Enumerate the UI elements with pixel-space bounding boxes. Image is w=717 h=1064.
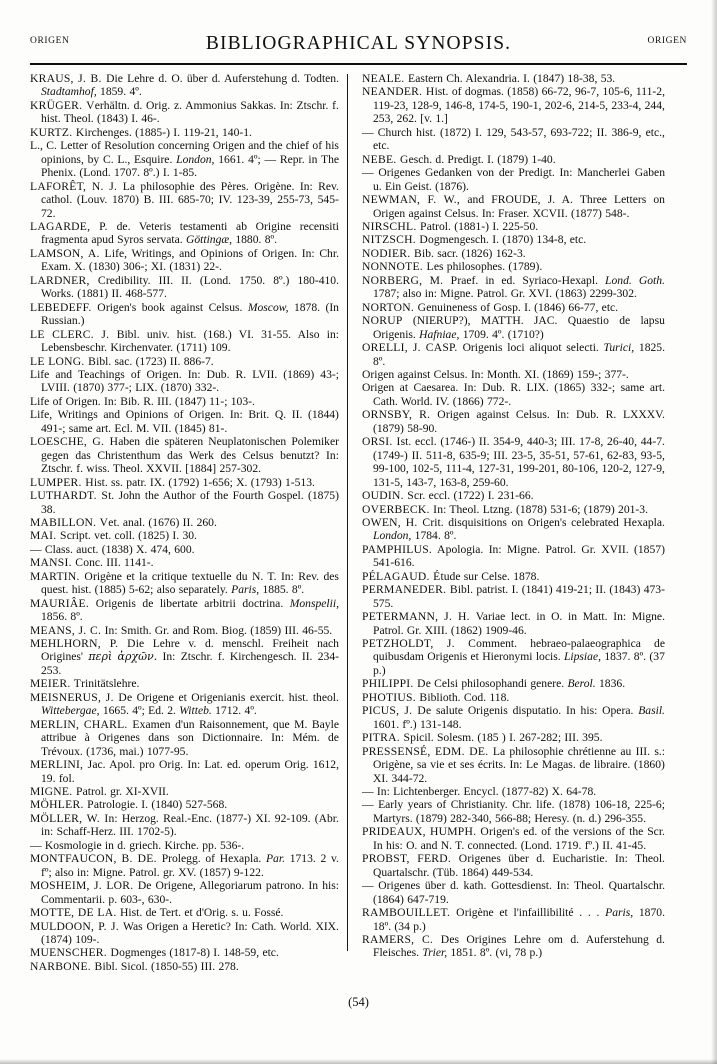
imprint: Göttingæ, bbox=[185, 233, 233, 247]
entry-author: LUMPER. H bbox=[30, 475, 94, 489]
header-rule bbox=[30, 63, 687, 65]
bibliography-entry: NITZSCH. Dogmengesch. I. (1870) 134-8, etc. bbox=[362, 233, 587, 247]
imprint: Hafniae, bbox=[419, 327, 460, 341]
imprint: London, bbox=[373, 529, 412, 543]
bibliography-entry: MIGNE. Patrol. gr. XI-XVII. bbox=[30, 785, 169, 799]
entry-author: MEHLHORN, P. D bbox=[30, 637, 136, 651]
bibliography-entry: ORELLI, J. CASP. Origenis loci aliquot selecti. Turici, 1825. 8º. bbox=[362, 341, 665, 368]
bibliography-entry: PICUS, J. De salute Origenis disputatio. In his: Opera. Basil. 1601. fº.) 131-148. bbox=[362, 704, 665, 731]
imprint: Berol. bbox=[567, 677, 596, 691]
entry-author: NONNOTE. L bbox=[362, 260, 434, 274]
entry-author: PHOTIUS. B bbox=[362, 690, 428, 704]
bibliography-entry: — Origenes über d. kath. Gottesdienst. In: Theol. Quartalschr. (1864) 647-719. bbox=[362, 879, 665, 906]
entry-author: LARDNER, C bbox=[30, 273, 106, 287]
entry-author: NEALE. E bbox=[362, 72, 416, 85]
entry-author: NIRSCHL. P bbox=[362, 219, 427, 233]
entry-author: MEISNERUS, J. D bbox=[30, 690, 128, 704]
bibliography-entry: MÖHLER. Patrologie. I. (1840) 527-568. bbox=[30, 798, 228, 812]
bibliography-entry: PHILIPPI. De Celsi philosophandi genere. Berol. 1836. bbox=[362, 677, 626, 691]
bibliography-entry: PERMANEDER. Bibl. patrist. I. (1841) 419-21; II. (1843) 473-575. bbox=[362, 583, 665, 610]
greek-text: περὶ bbox=[88, 650, 113, 664]
imprint: Paris, bbox=[605, 906, 634, 920]
entry-author: PRIDEAUX, HUMPH. O bbox=[362, 825, 490, 839]
entry-author: PITRA. S bbox=[362, 731, 411, 745]
entry-author: ORELLI, J. CASP. bbox=[362, 341, 463, 355]
bibliography-entry: L., C. Letter of Resolution concerning Origen and the chief of his opinions, by C. L., Esquire. London, 1661. 4º; — Repr. in The Phenix. (Lond. 1707. 8º.) I. 1-85. bbox=[30, 139, 340, 180]
bibliography-entry: MOSHEIM, J. LOR. De Origene, Allegoriarum patrono. In his: Commentarii. p. 603-, 630-. bbox=[30, 879, 339, 906]
entry-author: LE CLERC. J. bbox=[30, 327, 117, 341]
entry-author: PÉLAGAUD. É bbox=[362, 569, 441, 583]
entry-author: NEBE. G bbox=[362, 152, 409, 166]
bibliography-entry: PRESSENSÉ, EDM. DE. La philosophie chrétienne au III. s.: Origène, sa vie et ses écrits. In: Le Magas. de libraire. (1860) XI. 344-72. bbox=[362, 744, 665, 785]
bibliography-entry: OVERBECK. In: Theol. Ltzng. (1878) 531-6; (1879) 201-3. bbox=[362, 502, 648, 516]
entry-author: NODIER. B bbox=[362, 246, 422, 260]
entry-author: MEIER. T bbox=[30, 677, 82, 691]
entry-author: PHILIPPI. D bbox=[362, 677, 426, 691]
entry-author: OWEN, H. C bbox=[362, 515, 431, 529]
entry-author: MERLIN, CHARL. E bbox=[30, 717, 140, 731]
entry-author: ORNSBY, R. O bbox=[362, 408, 446, 422]
greek-text: ἀρχῶν. bbox=[117, 650, 158, 664]
entry-author: NORTON. G bbox=[362, 300, 427, 314]
scan-edge-shadow bbox=[711, 0, 717, 1064]
imprint: Trier, bbox=[422, 946, 448, 960]
bibliography-entry: MAURIÂE. Origenis de libertate arbitrii doctrina. Monspelii, 1856. 8º. bbox=[30, 596, 339, 624]
bibliography-entry: — In: Lichtenberger. Encycl. (1877-82) X. 64-78. bbox=[362, 785, 597, 799]
bibliography-entry: PRIDEAUX, HUMPH. Origen's ed. of the versions of the Scr. In his: O. and N. T. connected. (Lond. 1719. fº.) II. 41-45. bbox=[362, 825, 665, 852]
entry-author: LAMSON, A. L bbox=[30, 246, 112, 260]
entry-author: ORSI. I bbox=[362, 435, 401, 449]
imprint: Goth. bbox=[638, 273, 665, 287]
bibliography-entry: KRAUS, J. B. Die Lehre d. O. über d. Auferstehung d. Todten. Stadtamhof, 1859. 4º. bbox=[30, 72, 340, 99]
entry-author: LE LONG. B bbox=[30, 354, 97, 368]
entry-author: NORUP bbox=[362, 314, 403, 328]
bibliography-entry: NEANDER. Hist. of dogmas. (1858) 66-72, 96-7, 105-6, 111-2, 119-23, 128-9, 146-8, 174-5, 190-1, 202-6, 214-5, 233-4, 244, 253, 262. [v. 1.] bbox=[362, 85, 665, 126]
bibliography-entry: Origen at Caesarea. In: Dub. R. LIX. (1865) 332-; same art. Cath. World. IV. (1866) 772-. bbox=[362, 381, 665, 408]
entry-author: MAURIÂE. O bbox=[30, 596, 105, 610]
bibliography-entry: MAI. Script. vet. coll. (1825) I. 30. bbox=[30, 529, 197, 543]
page-number: (54) bbox=[348, 995, 369, 1009]
left-column bbox=[30, 72, 347, 977]
entry-author: KRÜGER. V bbox=[30, 98, 95, 112]
entry-author: OVERBECK. I bbox=[362, 502, 438, 516]
bibliography-entry: OWEN, H. Crit. disquisitions on Origen's celebrated Hexapla. London, 1784. 8º. bbox=[362, 515, 665, 543]
entry-author: LAFORÊT, N. J. bbox=[30, 179, 123, 193]
entry-author: MEANS, J. C. bbox=[30, 623, 105, 637]
entry-author: LOESCHE, G. H bbox=[30, 435, 119, 449]
bibliography-entry: LUTHARDT. St. John the Author of the Fourth Gospel. (1875) 38. bbox=[30, 489, 339, 516]
imprint: Wittebergae, bbox=[41, 704, 100, 718]
bibliography-entry: Life, Writings and Opinions of Origen. In: Brit. Q. II. (1844) 491-; same art. Ecl. M. VII. (1845) 81-. bbox=[30, 408, 339, 435]
entry-author: LEBEDEFF. O bbox=[30, 300, 106, 314]
entry-author: MERLINI, J bbox=[30, 758, 93, 772]
bibliography-entry: MEISNERUS, J. De Origene et Origenianis exercit. hist. theol. Wittebergae, 1665. 4º; Ed. 2. Witteb. 1712. 4º. bbox=[30, 690, 339, 718]
bibliography-entry: MERLIN, CHARL. Examen d'un Raisonnement, que M. Bayle attribue à Origenes dans son Dictionnaire. In: Mém. de Trévoux. (1736, mai.) 1077-95. bbox=[30, 717, 339, 758]
bibliography-entry: — Early years of Christianity. Chr. life. (1878) 106-18, 225-6; Martyrs. (1879) 282-340, 566-88; Heresy. (n. d.) 296-355. bbox=[362, 798, 665, 825]
imprint: Turici, bbox=[603, 341, 635, 355]
entry-author: OUDIN. S bbox=[362, 489, 414, 503]
bibliography-entry: NODIER. Bib. sacr. (1826) 162-3. bbox=[362, 246, 526, 260]
bibliography-entry: MÖLLER, W. In: Herzog. Real.-Enc. (1877-) XI. 92-109. (Abr. in: Schaff-Herz. III. 1702-5). bbox=[30, 811, 339, 839]
imprint: Paris, bbox=[231, 583, 260, 597]
bibliography-entry: NEALE. Eastern Ch. Alexandria. I. (1847) 18-38, 53. bbox=[362, 72, 616, 85]
bibliography-entry: NEWMAN, F. W., and FROUDE, J. A. Three Letters on Origen against Celsus. In: Fraser. XCVII. (1877) 548-. bbox=[362, 193, 665, 220]
imprint: Lipsiae, bbox=[563, 650, 601, 664]
bibliography-entry: MERLINI, Jac. Apol. pro Orig. In: Lat. ed. operum Orig. 1612, 19. fol. bbox=[30, 758, 339, 785]
bibliography-entry: LUMPER. Hist. ss. patr. IX. (1792) 1-656; X. (1793) 1-513. bbox=[30, 475, 315, 489]
bibliography-entry: PITRA. Spicil. Solesm. (185 ) I. 267-282; III. 395. bbox=[362, 731, 603, 745]
bibliography-entry: PROBST, FERD. Origenes über d. Eucharistie. In: Theol. Quartalschr. (Tüb. 1864) 449-534. bbox=[362, 852, 665, 879]
entry-author: MABILLON. V bbox=[30, 515, 109, 529]
bibliography-columns bbox=[30, 72, 687, 977]
bibliography-entry: NORBERG, M. Praef. in ed. Syriaco-Hexapl. Lond. Goth. 1787; also in: Migne. Patrol. Gr. XVI. (1863) 2299-302. bbox=[362, 273, 665, 301]
entry-author: PERMANEDER. B bbox=[362, 583, 458, 597]
imprint: Witteb. bbox=[179, 704, 212, 718]
entry-author: LAGARDE, P. bbox=[30, 219, 117, 233]
bibliography-entry: NORUP (NIERUP?), MATTH. JAC. Quaestio de lapsu Origenis. Hafniae, 1709. 4º. (1710?) bbox=[362, 314, 665, 341]
page-title: BIBLIOGRAPHICAL SYNOPSIS. bbox=[205, 33, 512, 54]
entry-author: MUENSCHER. D bbox=[30, 946, 120, 960]
entry-author: MANSI. C bbox=[30, 556, 84, 570]
bibliography-entry: RAMBOUILLET. Origène et l'infaillibilité . . . Paris, 1870. 18º. (34 p.) bbox=[362, 906, 665, 933]
bibliography-entry: LAMSON, A. Life, Writings, and Opinions of Origen. In: Chr. Exam. X. (1830) 306-; XI. (1831) 22-. bbox=[30, 246, 339, 274]
entry-author: MARTIN. O bbox=[30, 569, 93, 583]
entry-author: MOTTE, DE LA. bbox=[30, 906, 121, 920]
bibliography-entry: KURTZ. Kirchenges. (1885-) I. 119-21, 140-1. bbox=[30, 125, 252, 139]
bibliography-entry: LOESCHE, G. Haben die späteren Neuplatonischen Polemiker gegen das Christenthum das Werk des Celsus benutzt? In: Ztschr. f. wiss. Theol. XXVII. [1884] 257-302. bbox=[30, 435, 339, 476]
entry-author: LUTHARDT. S bbox=[30, 489, 109, 503]
entry-author: MÖLLER, W. I bbox=[30, 811, 109, 825]
entry-author: KURTZ. K bbox=[30, 125, 85, 139]
bibliography-entry: LE LONG. Bibl. sac. (1723) II. 886-7. bbox=[30, 354, 214, 368]
bibliography-entry: — Origenes Gedanken von der Predigt. In: Mancherlei Gaben u. Ein Geist. (1876). bbox=[362, 166, 665, 193]
entry-author: PRESSENSÉ, EDM. DE. bbox=[362, 744, 493, 758]
bibliography-entry: MONTFAUCON, B. DE. Prolegg. of Hexapla. Par. 1713. 2 v. fº; also in: Migne. Patrol. gr. XV. (1857) 9-122. bbox=[30, 852, 339, 879]
entry-author: PETZHOLDT, J. C bbox=[362, 637, 477, 651]
imprint: Par. bbox=[265, 852, 285, 866]
entry-author: MIGNE. P bbox=[30, 785, 83, 799]
imprint: London, bbox=[176, 152, 215, 166]
bibliography-entry: PÉLAGAUD. Étude sur Celse. 1878. bbox=[362, 569, 540, 583]
entry-author: PICUS, J. D bbox=[362, 704, 426, 718]
bibliography-entry: MEANS, J. C. In: Smith. Gr. and Rom. Biog. (1859) III. 46-55. bbox=[30, 623, 333, 637]
entry-author: RAMBOUILLET. O bbox=[362, 906, 465, 920]
bibliography-entry: PAMPHILUS. Apologia. In: Migne. Patrol. Gr. XVII. (1857) 541-616. bbox=[362, 542, 665, 570]
entry-author: MONTFAUCON, B. DE. bbox=[30, 852, 162, 866]
bibliography-entry: MEIER. Trinitätslehre. bbox=[30, 677, 140, 691]
entry-author: MOSHEIM, J. LOR. bbox=[30, 879, 138, 893]
bibliography-entry: NORTON. Genuineness of Gosp. I. (1846) 66-77, etc. bbox=[362, 300, 619, 314]
bibliography-entry: ORNSBY, R. Origen against Celsus. In: Dub. R. LXXXV. (1879) 58-90. bbox=[362, 408, 665, 435]
entry-author: RAMERS, C. D bbox=[362, 933, 450, 946]
entry-author: NITZSCH. D bbox=[362, 233, 429, 247]
bibliography-entry: LAGARDE, P. de. Veteris testamenti ab Origine recensiti fragmenta apud Syros servata. Göttingæ, 1880. 8º. bbox=[30, 219, 339, 247]
entry-author: MÖHLER. P bbox=[30, 798, 94, 812]
running-head-left: ORIGEN bbox=[30, 36, 70, 46]
bibliography-entry: OUDIN. Scr. eccl. (1722) I. 231-66. bbox=[362, 489, 534, 503]
entry-author: KRAUS, J. B. bbox=[30, 72, 107, 85]
bibliography-entry: Life and Teachings of Origen. In: Dub. R. LVII. (1869) 43-; LVIII. (1870) 377-; LIX. (1870) 332-. bbox=[30, 367, 339, 395]
bibliography-entry: PETZHOLDT, J. Comment. hebraeo-palaeographica de quibusdam Origenis et Hieronymi locis. Lipsiae, 1837. 8º. (37 p.) bbox=[362, 637, 665, 677]
running-head bbox=[30, 33, 687, 58]
bibliography-entry: LE CLERC. J. Bibl. univ. hist. (168.) VI. 31-55. Also in: Lebensbeschr. Kirchenvater. (1711) 109. bbox=[30, 327, 339, 355]
imprint: Basil. bbox=[638, 704, 665, 718]
bibliography-entry: NONNOTE. Les philosophes. (1789). bbox=[362, 260, 543, 274]
bibliography-entry: — Class. auct. (1838) X. 474, 600. bbox=[30, 542, 195, 556]
bibliography-entry: RAMERS, C. Des Origines Lehre om d. Auferstehung d. Fleisches. Trier, 1851. 8º. (vi, 78 p.) bbox=[362, 933, 665, 960]
bibliography-entry: MEHLHORN, P. Die Lehre v. d. menschl. Freiheit nach Origines' περὶ ἀρχῶν. In: Ztschr. f. Kirchengesch. II. 234-253. bbox=[30, 637, 339, 677]
imprint: Monspelii, bbox=[289, 596, 339, 610]
bibliography-entry: PHOTIUS. Biblioth. Cod. 118. bbox=[362, 690, 510, 704]
bibliography-entry: Origen against Celsus. In: Month. XI. (1869) 159-; 377-. bbox=[362, 367, 629, 381]
bibliography-entry: ORSI. Ist. eccl. (1746-) II. 354-9, 440-3; III. 17-8, 26-40, 44-7. (1749-) II. 511-8, 635-9; III. 23-5, 35-51, 57-61, 62-83, 93-5, 99-100, 102-5, 111-4, 127-31, 199-201, 80-106, 120-2, 127-9, 131-5, 143-7, 163-8, 259-60. bbox=[362, 435, 665, 489]
entry-author: NEWMAN, F. W., bbox=[362, 193, 468, 207]
entry-author: NEANDER. H bbox=[362, 85, 435, 99]
running-head-right: ORIGEN bbox=[647, 36, 687, 46]
bibliography-entry: — Kosmologie in d. griech. Kirche. pp. 536-. bbox=[30, 838, 245, 852]
entry-author: PROBST, FERD. O bbox=[362, 852, 468, 866]
bibliography-entry: PETERMANN, J. H. Variae lect. in O. in Matt. In: Migne. Patrol. Gr. XIII. (1862) 1909-46. bbox=[362, 610, 665, 637]
entry-author: PETERMANN, J. H. bbox=[362, 610, 476, 624]
entry-author: NORBERG, M. P bbox=[362, 273, 458, 287]
bibliography-entry: Life of Origen. In: Bib. R. III. (1847) 11-; 103-. bbox=[30, 394, 255, 408]
bibliography-entry: MANSI. Conc. III. 1141-. bbox=[30, 556, 154, 570]
bibliography-entry: MABILLON. Vet. anal. (1676) II. 260. bbox=[30, 515, 217, 529]
scan-bottom-shadow bbox=[0, 1059, 717, 1064]
entry-author: MAI. S bbox=[30, 529, 67, 543]
imprint: Moscow, bbox=[247, 300, 289, 314]
bibliography-entry: NEBE. Gesch. d. Predigt. I. (1879) 1-40. bbox=[362, 152, 556, 166]
bibliography-entry: MUENSCHER. Dogmenges (1817-8) I. 148-59, etc. bbox=[30, 946, 279, 960]
bibliography-entry: — Church hist. (1872) I. 129, 543-57, 693-722; II. 386-9, etc., etc. bbox=[362, 125, 665, 153]
bibliography-entry: NARBONE. Bibl. Sicol. (1850-55) III. 278. bbox=[30, 959, 239, 973]
imprint: Lond. bbox=[605, 273, 632, 287]
bibliography-entry: KRÜGER. Verhältn. d. Orig. z. Ammonius Sakkas. In: Ztschr. f. hist. Theol. (1843) I. 46-. bbox=[30, 98, 339, 126]
right-column bbox=[348, 72, 665, 977]
bibliography-entry: LEBEDEFF. Origen's book against Celsus. Moscow, 1878. (In Russian.) bbox=[30, 300, 339, 328]
entry-author: PAMPHILUS. A bbox=[362, 542, 446, 556]
entry-author: NARBONE. B bbox=[30, 959, 103, 973]
bibliography-entry: MARTIN. Origène et la critique textuelle du N. T. In: Rev. des quest. hist. (1885) 5-62; also separately. Paris, 1885. 8º. bbox=[30, 569, 339, 597]
bibliography-entry: LAFORÊT, N. J. La philosophie des Pères. Origène. In: Rev. cathol. (Louv. 1870) B. III. 685-70; IV. 123-39, 255-73, 545-72. bbox=[30, 179, 339, 220]
bibliography-entry: NIRSCHL. Patrol. (1881-) I. 225-50. bbox=[362, 219, 539, 233]
bibliography-entry: MOTTE, DE LA. Hist. de Tert. et d'Orig. s. u. Fossé. bbox=[30, 906, 284, 920]
entry-author: MULDOON, P. J. bbox=[30, 919, 123, 933]
bibliography-entry: MULDOON, P. J. Was Origen a Heretic? In: Cath. World. XIX. (1874) 109-. bbox=[30, 919, 339, 946]
bibliography-entry: LARDNER, Credibility. III. II. (Lond. 1750. 8º.) 180-410. Works. (1881) II. 468-577. bbox=[30, 273, 339, 301]
imprint: Stadtamhof, bbox=[41, 85, 97, 99]
